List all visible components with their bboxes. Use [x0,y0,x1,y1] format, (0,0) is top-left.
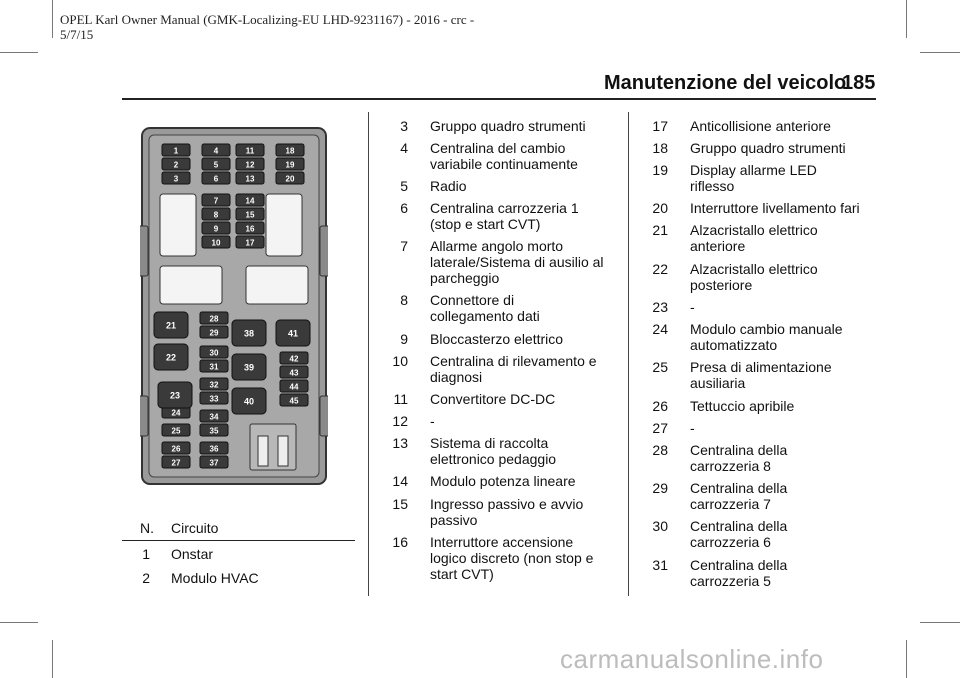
print-metadata-line1: OPEL Karl Owner Manual (GMK-Localizing-EU LHD-9231167) - 2016 - crc - [60,12,475,27]
small-fuse [200,456,228,468]
print-metadata-line2: 5/7/15 [60,27,94,42]
small-fuse [200,424,228,436]
fuse-label: 32 [209,380,219,390]
small-fuse [162,158,190,170]
circuit-name: Modulo potenza lineare [430,473,576,489]
small-fuse [162,144,190,156]
fuse-number: 15 [392,496,408,512]
large-fuse [158,382,192,408]
small-fuse [236,144,264,156]
circuit-name: Sistema di raccolta elettronico pedaggio [430,435,557,467]
small-fuse [236,194,264,206]
circuit-name: Allarme angolo morto laterale/Sistema di ausilio al parcheggio [430,238,604,286]
header-rule [122,98,876,100]
fuse-label: 20 [285,174,295,184]
small-fuse [200,378,228,390]
fuse-label: 28 [209,314,219,324]
large-fuse [154,344,188,370]
large-fuse [154,312,188,338]
large-fuse [232,388,266,414]
small-fuse [200,326,228,338]
small-fuse [236,172,264,184]
fuse-label: 45 [289,396,299,406]
column-divider [368,112,369,596]
circuit-name: Convertitore DC-DC [430,391,556,407]
small-fuse [200,442,228,454]
small-fuse [236,158,264,170]
circuit-name: Interruttore livellamento fari [690,200,860,216]
fuse-label: 23 [169,390,181,401]
small-fuse [162,424,190,436]
fuse-number: 24 [652,321,668,337]
fuse-label: 24 [171,408,181,418]
fuse-number: 23 [652,299,668,315]
fuse-label: 43 [289,368,299,378]
fuse-number: 29 [652,480,668,496]
fuse-label: 31 [209,362,219,372]
fuse-number: 26 [652,398,668,414]
small-fuse [276,158,304,170]
fuse-number: 7 [400,238,408,254]
circuit-name: Connettore di collegamento dati [430,292,540,324]
fuse-label: 26 [171,444,181,454]
small-fuse [162,172,190,184]
fuse-label: 12 [245,160,255,170]
circuit-name: Ingresso passivo e avvio passivo [430,496,584,528]
fuse-label: 21 [165,320,177,331]
fuse-number: 30 [652,518,668,534]
circuit-name: Centralina della carrozzeria 7 [690,480,788,512]
fuse-label: 10 [211,238,221,248]
small-fuse [236,208,264,220]
fuse-label: 38 [243,328,255,339]
fuse-number: 1 [142,546,150,562]
fuse-number: 13 [392,435,408,451]
fuse-label: 39 [243,362,255,373]
circuit-name: Modulo HVAC [171,570,259,586]
fuse-label: 7 [213,196,219,206]
fuse-label: 16 [245,224,255,234]
small-fuse [202,236,230,248]
fuse-label: 33 [209,394,219,404]
fuse-label: 5 [213,160,219,170]
circuit-name: Centralina carrozzeria 1 (stop e start CVT) [430,200,579,232]
fuse-label: 40 [243,396,255,407]
fuse-label: 8 [213,210,219,220]
fuse-number: 6 [400,200,408,216]
small-fuse [202,158,230,170]
fuse-label: 15 [245,210,255,220]
small-fuse [202,194,230,206]
fuse-label: 34 [209,412,219,422]
fuse-number: 18 [652,140,668,156]
fuse-label: 3 [173,174,179,184]
small-fuse [200,312,228,324]
small-fuse [202,208,230,220]
small-fuse [280,380,308,392]
fuse-number: 19 [652,162,668,178]
fuse-box-diagram [140,126,328,486]
circuit-name: Bloccasterzo elettrico [430,331,564,347]
circuit-name: Radio [430,178,467,194]
circuit-name: Display allarme LED riflesso [690,162,817,194]
small-fuse [280,352,308,364]
small-fuse [200,410,228,422]
fuse-number: 22 [652,261,668,277]
circuit-name: - [690,299,695,315]
fuse-label: 19 [285,160,295,170]
fuse-label: 35 [209,426,219,436]
circuit-name: Interruttore accensione logico discreto (non stop e start CVT) [430,534,594,582]
fuse-number: 28 [652,442,668,458]
fuse-label: 42 [289,354,299,364]
fuse-number: 8 [400,292,408,308]
circuit-name: Centralina della carrozzeria 6 [690,518,788,550]
small-fuse [200,392,228,404]
circuit-name: - [430,413,435,429]
fuse-number: 21 [652,222,668,238]
small-fuse [200,360,228,372]
small-fuse [162,456,190,468]
circuit-name: Centralina della carrozzeria 5 [690,557,788,589]
section-title: Manutenzione del veicolo [604,72,847,94]
table-header-n: N. [140,520,154,536]
fuse-label: 11 [245,146,255,156]
fuse-label: 17 [245,238,255,248]
small-fuse [276,172,304,184]
table-header-rule [122,540,355,541]
circuit-name: Gruppo quadro strumenti [690,140,846,156]
fuse-label: 1 [173,146,179,156]
small-fuse [276,144,304,156]
circuit-name: Tettuccio apribile [690,398,795,414]
fuse-number: 12 [392,413,408,429]
circuit-name: Modulo cambio manuale automatizzato [690,321,843,353]
fuse-label: 29 [209,328,219,338]
fuse-label: 25 [171,426,181,436]
fuse-number: 4 [400,140,408,156]
fuse-label: 30 [209,348,219,358]
circuit-name: Centralina della carrozzeria 8 [690,442,788,474]
fuse-label: 44 [289,382,299,392]
fuse-number: 9 [400,331,408,347]
small-fuse [202,172,230,184]
fuse-number: 25 [652,359,668,375]
fuse-label: 2 [173,160,179,170]
circuit-name: Presa di alimentazione ausiliaria [690,359,832,391]
column-divider [628,112,629,596]
fuse-number: 10 [392,353,408,369]
fuse-label: 4 [213,146,219,156]
fuse-number: 11 [393,391,408,407]
fuse-number: 5 [400,178,408,194]
fuse-number: 17 [652,118,668,134]
fuse-number: 27 [652,420,668,436]
large-fuse [232,320,266,346]
small-fuse [162,442,190,454]
fuse-label: 13 [245,174,255,184]
fuse-label: 6 [213,174,219,184]
watermark: carmanualsonline.info [560,644,824,674]
circuit-name: Onstar [171,546,214,562]
fuse-label: 9 [213,224,219,234]
circuit-name: Centralina del cambio variabile continuamente [430,140,578,172]
fuse-number: 16 [392,534,408,550]
print-metadata [60,12,500,42]
fuse-label: 27 [171,458,181,468]
small-fuse [236,222,264,234]
fuse-label: 14 [245,196,255,206]
fuse-number: 20 [652,200,668,216]
page-number: 185 [842,72,876,94]
small-fuse [280,394,308,406]
large-fuse [232,354,266,380]
circuit-name: - [690,420,695,436]
fuse-label: 36 [209,444,219,454]
fuse-number: 31 [652,557,668,573]
circuit-name: Centralina di rilevamento e diagnosi [430,353,597,385]
fuse-number: 14 [392,473,408,489]
fuse-label: 22 [165,352,177,363]
fuse-label: 18 [285,146,295,156]
small-fuse [200,346,228,358]
circuit-name: Gruppo quadro strumenti [430,118,586,134]
fuse-label: 41 [287,328,299,339]
circuit-name: Alzacristallo elettrico anteriore [690,222,818,254]
small-fuse [202,144,230,156]
small-fuse [236,236,264,248]
circuit-name: Alzacristallo elettrico posteriore [690,261,818,293]
large-fuse [276,320,310,346]
fuse-number: 2 [142,570,150,586]
small-fuse [280,366,308,378]
small-fuse [202,222,230,234]
fuse-number: 3 [400,118,408,134]
fuse-label: 37 [209,458,219,468]
circuit-name: Anticollisione anteriore [690,118,831,134]
table-header-circuit: Circuito [171,520,219,536]
